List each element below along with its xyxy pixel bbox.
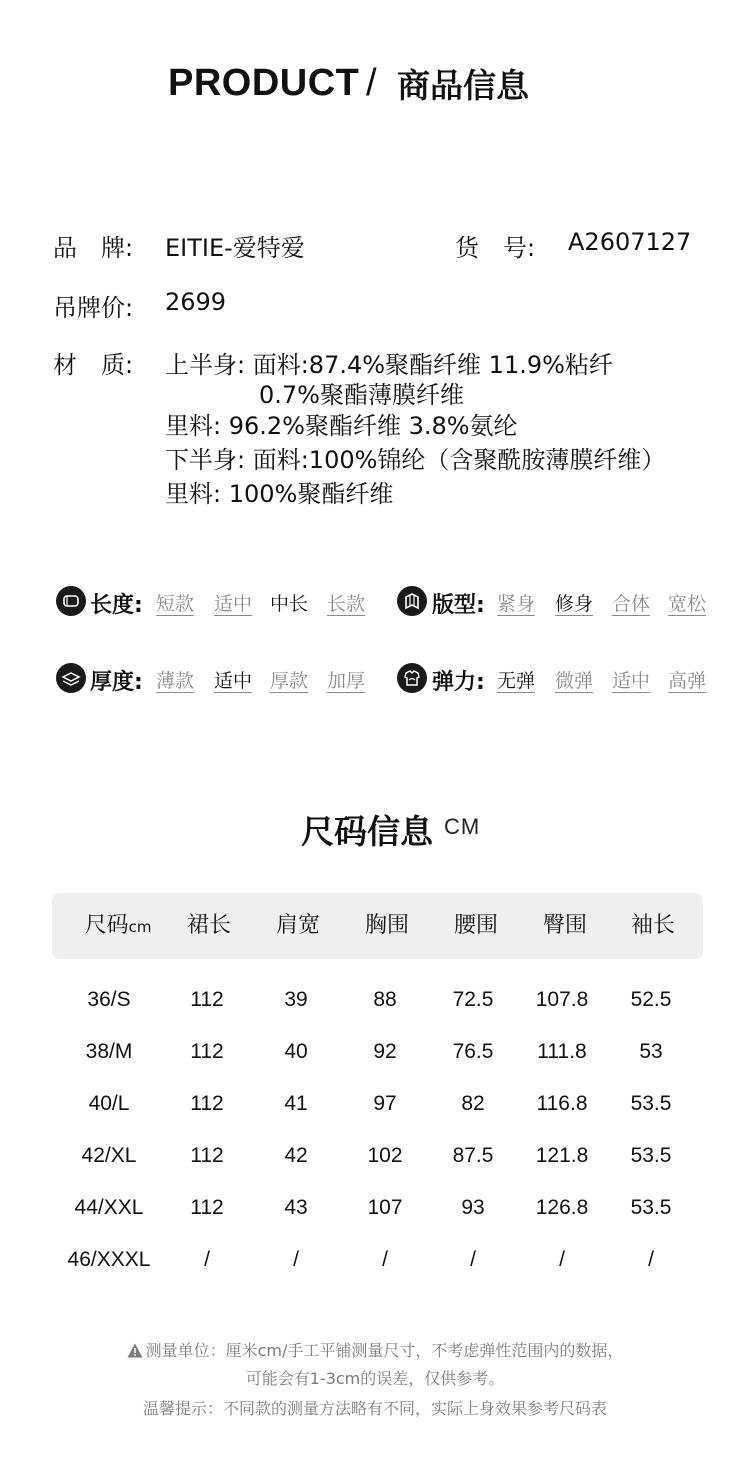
attr-elasticity-option-selected: 无弹	[497, 670, 536, 692]
attr-length-option: 适中	[214, 593, 253, 615]
size-row-label: 36/S	[87, 988, 131, 1011]
size-table-cell: 93	[461, 1196, 485, 1219]
size-table-header-cell: 胸围	[364, 913, 409, 938]
header-title-cn: 商品信息	[397, 66, 529, 105]
attr-elasticity-option: 适中	[612, 670, 651, 692]
header-slash: /	[366, 62, 377, 104]
size-table-cell: 121.8	[535, 1144, 589, 1167]
thickness-icon	[56, 663, 86, 693]
size-table-cell: 107	[367, 1196, 403, 1219]
size-header-unit: cm	[128, 918, 152, 936]
size-table-header	[52, 893, 703, 959]
size-row-label: 42/XL	[81, 1144, 137, 1167]
size-header-label: 尺码	[84, 913, 129, 938]
size-table-header-cell	[68, 893, 168, 959]
measurement-note	[0, 1338, 750, 1362]
material-line: 里料: 96.2%聚酯纤维 3.8%氨纶	[165, 412, 518, 440]
size-row-label: 44/XXL	[74, 1196, 144, 1219]
note-line-3: 温馨提示：不同款的测量方法略有不同，实际上身效果参考尺码表	[142, 1399, 607, 1418]
material-line: 上半身: 面料:87.4%聚酯纤维 11.9%粘纤	[165, 351, 613, 379]
attr-fit-option-selected: 修身	[555, 593, 594, 615]
attr-fit-option: 合体	[612, 593, 651, 615]
size-table-cell: 112	[190, 1144, 224, 1167]
size-row-label: 46/XXXL	[67, 1248, 151, 1271]
material-line: 下半身: 面料:100%锦纶（含聚酰胺薄膜纤维）	[165, 446, 666, 474]
attr-thickness-label: 厚度:	[90, 670, 143, 695]
size-table-cell: 87.5	[452, 1144, 494, 1167]
size-row-label: 40/L	[88, 1092, 130, 1115]
size-section-unit: CM	[444, 814, 481, 839]
attr-thickness-option: 厚款	[270, 670, 309, 692]
price-label: 吊牌价:	[53, 294, 134, 322]
attr-fit-label: 版型:	[432, 593, 485, 618]
material-label: 材 质:	[53, 351, 134, 379]
size-table-cell: 53.5	[630, 1144, 672, 1167]
size-table-cell: 97	[373, 1092, 397, 1115]
attr-fit-option: 宽松	[668, 593, 707, 615]
attr-thickness-option-selected: 适中	[214, 670, 253, 692]
brand-label: 品 牌:	[53, 234, 134, 262]
size-section-title: 尺码信息	[301, 812, 433, 851]
attr-elasticity-option: 微弹	[555, 670, 594, 692]
size-table-cell: 116.8	[536, 1092, 588, 1115]
elasticity-icon	[397, 663, 427, 693]
size-table-cell: 53.5	[630, 1196, 672, 1219]
size-table-cell: 42	[284, 1144, 308, 1167]
attr-length-label: 长度:	[90, 593, 143, 618]
size-table-cell: /	[559, 1248, 565, 1271]
size-table-cell: 112	[190, 1092, 224, 1115]
size-table-header-cell: 腰围	[453, 913, 498, 938]
attr-length-option: 长款	[327, 593, 366, 615]
size-table-cell: 53	[639, 1040, 663, 1063]
size-table-cell: /	[293, 1248, 299, 1271]
material-line: 里料: 100%聚酯纤维	[165, 480, 394, 508]
page-header	[0, 60, 750, 108]
size-table-cell: 112	[190, 988, 224, 1011]
size-table-cell: 39	[284, 988, 308, 1011]
length-icon	[56, 586, 86, 616]
attr-elasticity-label: 弹力:	[432, 670, 485, 695]
size-table-cell: 43	[284, 1196, 308, 1219]
warning-icon	[127, 1343, 143, 1362]
size-table-cell: 88	[373, 988, 397, 1011]
size-table-cell: 52.5	[630, 988, 672, 1011]
sku-value: A2607127	[568, 228, 692, 256]
brand-value: EITIE-爱特爱	[165, 234, 305, 262]
fit-icon	[397, 586, 427, 616]
size-table-cell: 112	[190, 1040, 224, 1063]
size-table-header-cell: 臀围	[542, 913, 587, 938]
size-table-cell: 111.8	[537, 1040, 587, 1063]
note-line-1: 测量单位：厘米cm/手工平铺测量尺寸，不考虑弹性范围内的数据，	[145, 1341, 624, 1360]
size-table-cell: 92	[373, 1040, 397, 1063]
size-table-cell: 107.8	[535, 988, 589, 1011]
size-table-cell: 72.5	[452, 988, 494, 1011]
note-line-2: 可能会有1-3cm的误差，仅供参考。	[245, 1369, 505, 1388]
attr-length-option: 短款	[156, 593, 195, 615]
size-row-label: 38/M	[85, 1040, 133, 1063]
attr-fit-option: 紧身	[497, 593, 536, 615]
attr-elasticity-option: 高弹	[668, 670, 707, 692]
size-table-cell: 40	[284, 1040, 308, 1063]
size-table-header-cell: 裙长	[186, 913, 231, 938]
header-title-en: PRODUCT	[168, 62, 360, 104]
size-table-cell: /	[382, 1248, 388, 1271]
size-table-cell: /	[648, 1248, 654, 1271]
size-table-cell: 82	[461, 1092, 485, 1115]
attr-thickness-option: 薄款	[156, 670, 195, 692]
size-table-cell: 53.5	[630, 1092, 672, 1115]
size-table-header-cell: 袖长	[630, 913, 675, 938]
size-table-header-cell: 肩宽	[275, 913, 320, 938]
sku-label: 货 号:	[455, 234, 536, 262]
size-table-cell: 126.8	[535, 1196, 589, 1219]
attr-thickness-option: 加厚	[327, 670, 366, 692]
material-line: 0.7%聚酯薄膜纤维	[259, 381, 464, 409]
size-table-cell: /	[204, 1248, 210, 1271]
size-table-cell: /	[470, 1248, 476, 1271]
size-table-cell: 102	[367, 1144, 403, 1167]
size-table-cell: 41	[284, 1092, 308, 1115]
attr-length-option-selected: 中长	[270, 593, 309, 615]
size-table-cell: 112	[190, 1196, 224, 1219]
price-value: 2699	[165, 288, 227, 316]
size-table-cell: 76.5	[452, 1040, 494, 1063]
